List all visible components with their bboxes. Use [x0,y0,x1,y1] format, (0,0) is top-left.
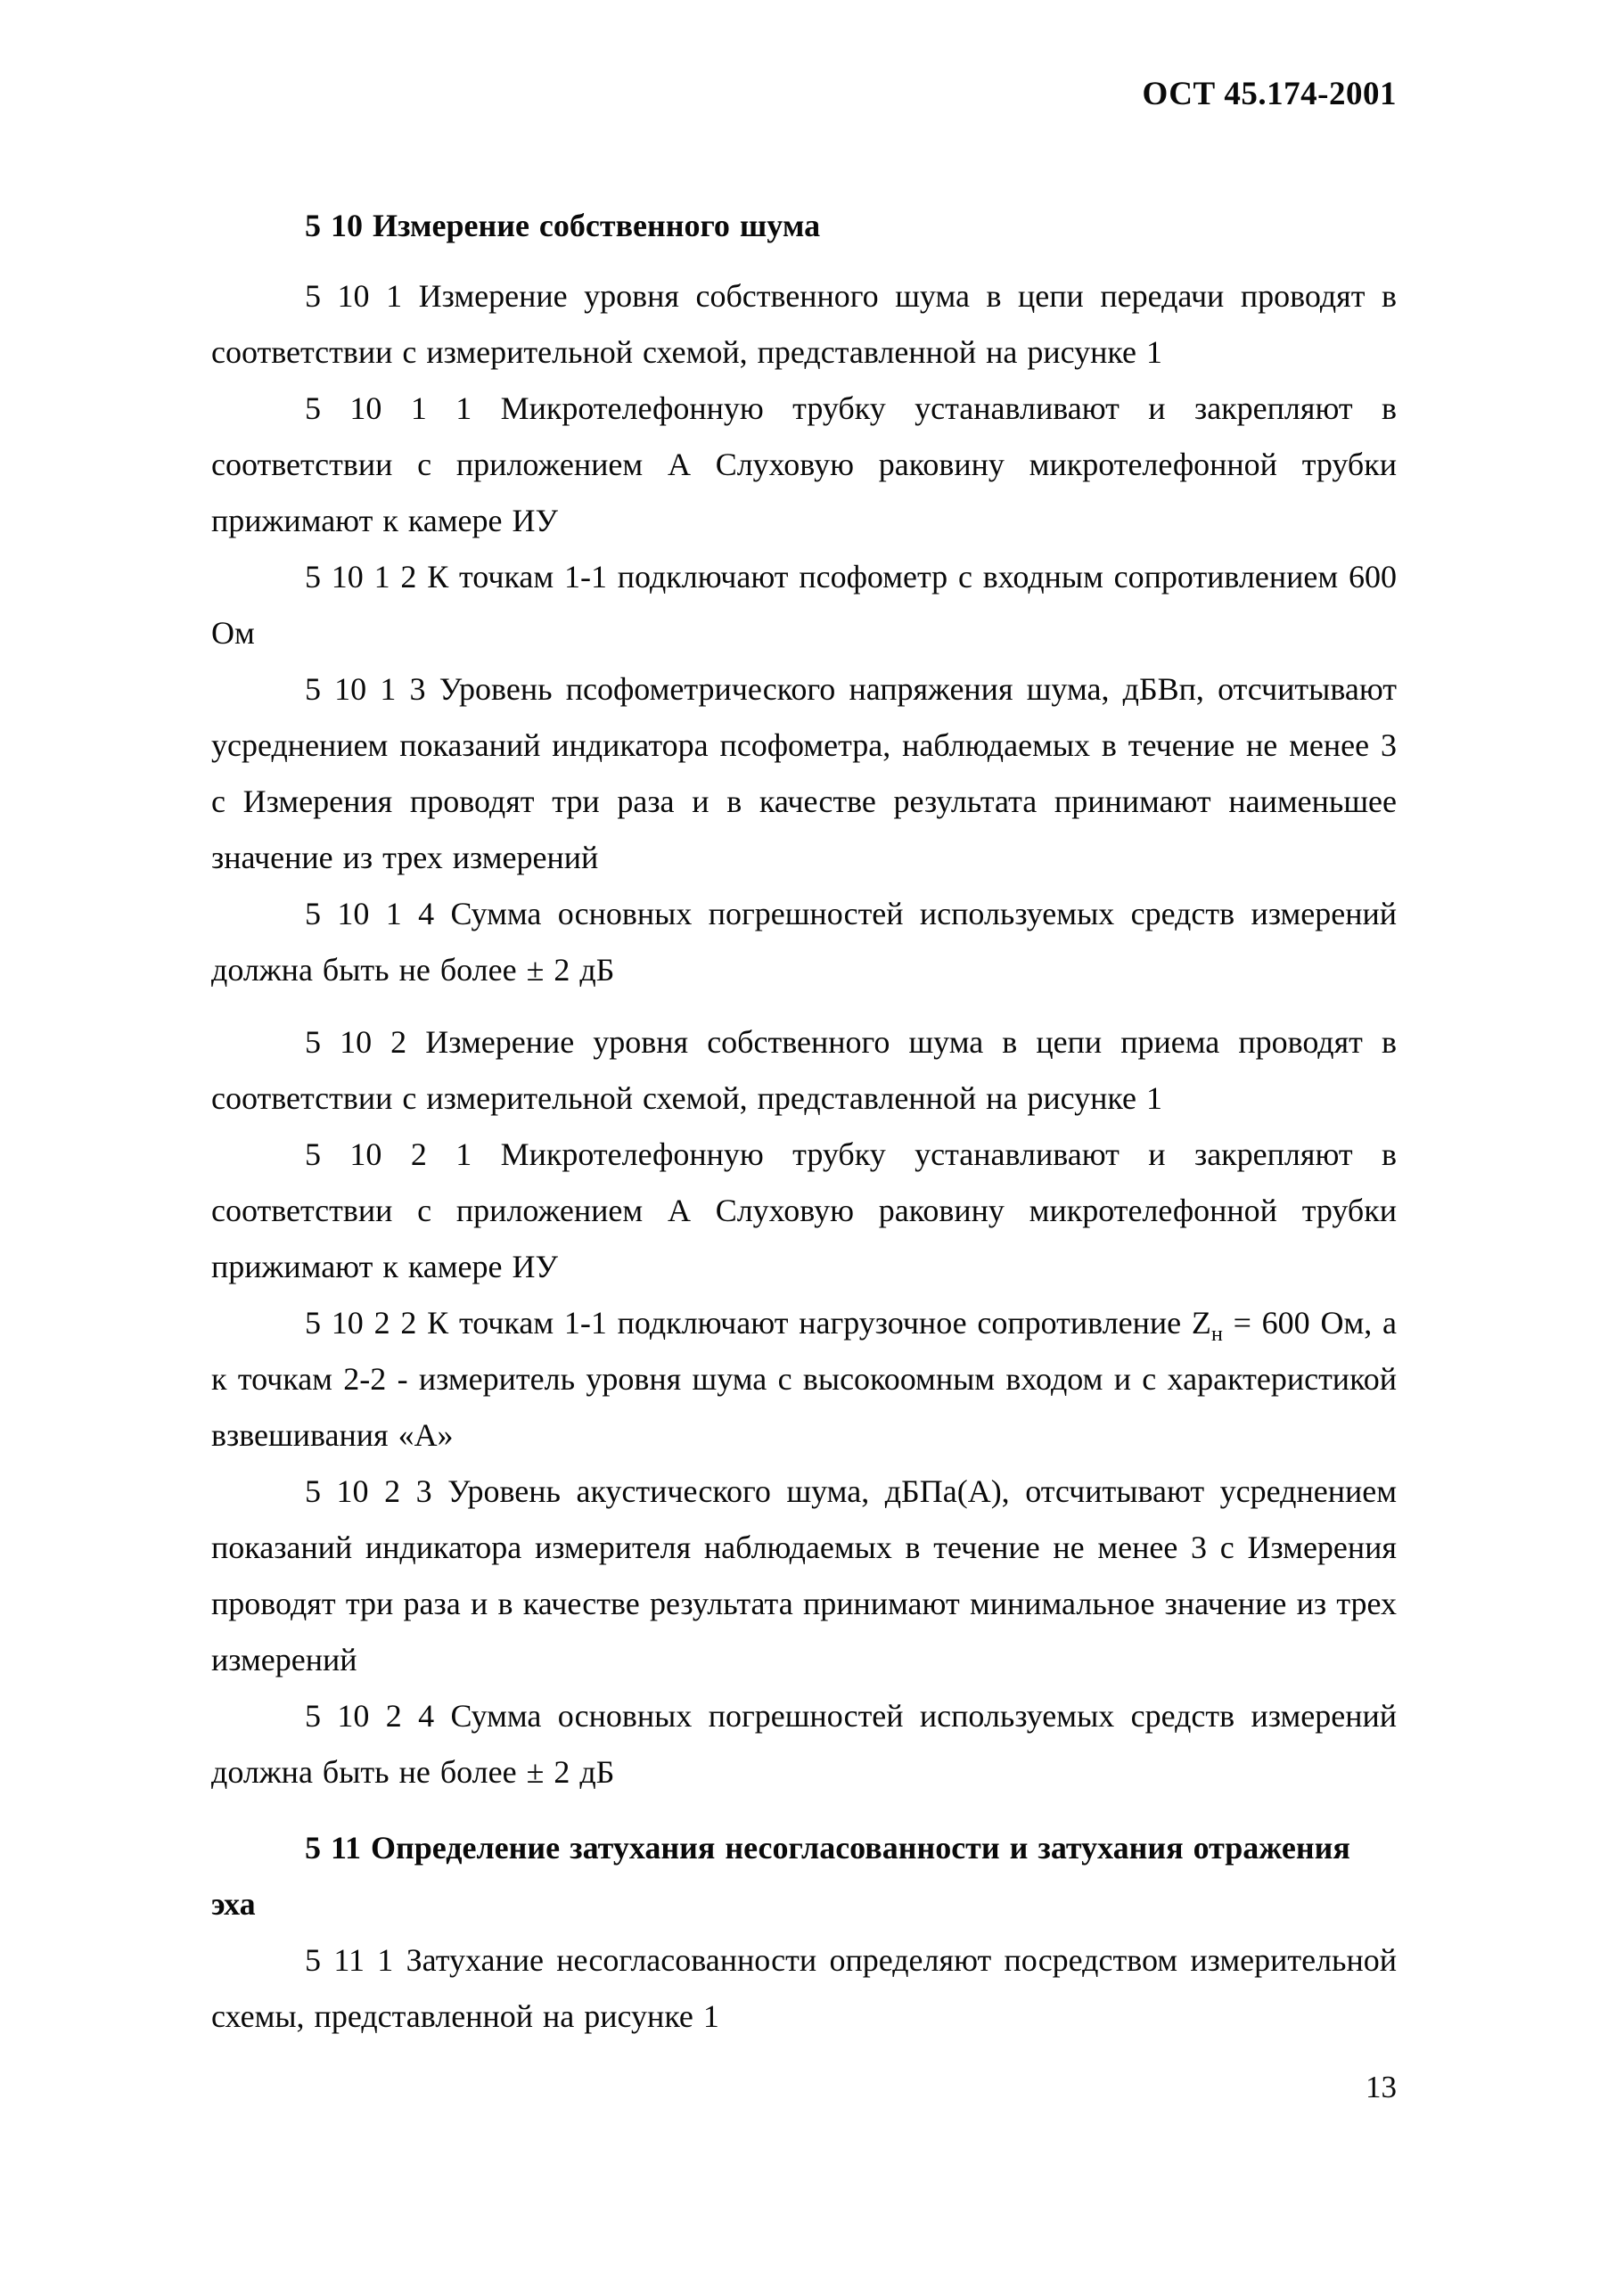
paragraph-5-10-1-4: 5 10 1 4 Сумма основных погрешностей используемых средств измерений должна быть не более ± 2 дБ [211,896,1397,988]
paragraph-5-10-2-2-text: 5 10 2 2 К точкам 1-1 подключают нагрузочное сопротивление Z [305,1305,1211,1341]
section-heading-5-11: 5 11 Определение затухания несогласованности и затухания отражения эха [211,1830,1350,1922]
paragraph-5-10-2: 5 10 2 Измерение уровня собственного шума в цепи приема проводят в соответствии с измерительной схемой, представленной на рисунке 1 [211,1024,1397,1116]
page-number: 13 [1366,2070,1397,2104]
paragraph-5-10-2-2 [211,1295,1397,1464]
standard-code-header: ОСТ 45.174-2001 [1142,76,1397,112]
document-body [211,198,1397,2045]
paragraph-5-10-2-2-text-cont: = 600 Ом, а к точкам 2-2 - измеритель уровня шума с высокоомным входом и с характеристикой взвешивания «А» [211,1305,1397,1453]
paragraph-5-10-2-1: 5 10 2 1 Микротелефонную трубку устанавливают и закрепляют в соответствии с приложением А Слуховую раковину микротелефонной трубки прижимают к камере ИУ [211,1136,1397,1284]
paragraph-5-10-1: 5 10 1 Измерение уровня собственного шума в цепи передачи проводят в соответствии с измерительной схемой, представленной на рисунке 1 [211,278,1397,370]
paragraph-5-10-2-3: 5 10 2 3 Уровень акустического шума, дБПа(А), отсчитывают усреднением показаний индикатора измерителя наблюдаемых в течение не менее 3 с Измерения проводят три раза и в качестве результата принимают минимальное значение из трех измерений [211,1473,1397,1677]
section-heading-5-10: 5 10 Измерение собственного шума [305,208,821,243]
paragraph-5-10-2-4: 5 10 2 4 Сумма основных погрешностей используемых средств измерений должна быть не более ± 2 дБ [211,1698,1397,1790]
paragraph-5-11-1: 5 11 1 Затухание несогласованности определяют посредством измерительной схемы, представленной на рисунке 1 [211,1942,1397,2034]
paragraph-5-10-1-3: 5 10 1 3 Уровень псофометрического напряжения шума, дБВп, отсчитывают усреднением показаний индикатора псофометра, наблюдаемых в течение не менее 3 с Измерения проводят три раза и в качестве результата принимают наименьшее значение из трех измерений [211,671,1397,875]
paragraph-5-10-1-2: 5 10 1 2 К точкам 1-1 подключают псофометр с входным сопротивлением 600 Ом [211,559,1397,651]
z-load-subscript: н [1210,1323,1223,1347]
paragraph-5-10-1-1: 5 10 1 1 Микротелефонную трубку устанавливают и закрепляют в соответствии с приложением А Слуховую раковину микротелефонной трубки прижимают к камере ИУ [211,390,1397,538]
